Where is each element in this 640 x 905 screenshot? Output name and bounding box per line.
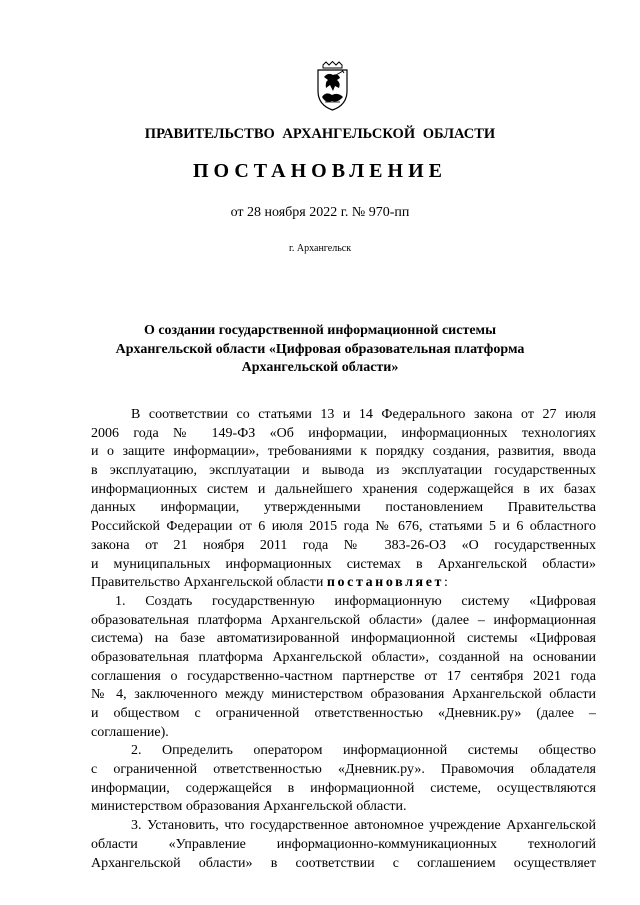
resolves-prefix: Правительство Архангельской области — [91, 575, 327, 591]
item3-line: области «Управление информационно-коммуникационных технологий — [91, 836, 596, 852]
body-line: данных информации, утвержденными постановлением Правительства — [91, 500, 596, 516]
document-body — [91, 406, 596, 873]
body-line: закона от 21 ноября 2011 года № 383-26-ОЗ «О государственных — [91, 537, 596, 553]
resolves-word: постановляет — [326, 575, 445, 591]
item1-line: соглашения о государственно-частном партнерстве от 17 сентября 2021 года — [91, 668, 596, 684]
heading-line: Архангельской области» — [241, 360, 399, 376]
coat-of-arms-icon — [316, 61, 349, 111]
resolves-line — [91, 574, 596, 593]
item1-line: образовательная платформа Архангельской области» (далее – информационная — [91, 612, 596, 628]
item2-line: министерством образования Архангельской области. — [91, 799, 407, 815]
item2-line: с ограниченной ответственностью «Дневник.ру». Правомочия обладателя — [91, 762, 596, 778]
body-line: и о защите информации», требованиями к порядку создания, развития, ввода — [91, 444, 596, 460]
item1-line: 1. Создать государственную информационную систему «Цифровая — [115, 593, 596, 609]
body-line: В соответствии со статьями 13 и 14 Федерального закона от 27 июля — [131, 407, 596, 422]
heading-line: О создании государственной информационной системы — [143, 323, 497, 338]
body-line: 2006 года № 149-ФЗ «Об информации, информационных технологиях — [91, 425, 596, 441]
heading-line: Архангельской области «Цифровая образовательная платформа — [115, 341, 525, 357]
item3-line: Архангельской области» в соответствии с соглашением осуществляет — [91, 855, 596, 871]
body-line: Российской Федерации от 6 июля 2015 года № 676, статьями 5 и 6 областного — [91, 519, 596, 535]
item2-line: информации, содержащейся в информационной системе, осуществляются — [91, 780, 596, 796]
document-heading — [0, 322, 640, 378]
item1-line: и обществом с ограниченной ответственностью «Дневник.ру» (далее – — [91, 706, 596, 721]
item2-line: 2. Определить оператором информационной системы общество — [131, 743, 596, 759]
body-line: в эксплуатацию, эксплуатации и вывода из эксплуатации государственных — [91, 463, 596, 479]
city-name: г. Архангельск — [288, 243, 352, 254]
item1-line: № 4, заключенного между министерством образования Архангельской области — [91, 687, 596, 703]
document-type: ПОСТАНОВЛЕНИЕ — [193, 160, 447, 182]
date-and-number: от 28 ноября 2022 г. № 970-пп — [230, 205, 410, 220]
item1-line: система) на базе автоматизированной информационной системы «Цифровая — [91, 631, 596, 647]
item3-line: 3. Установить, что государственное автономное учреждение Архангельской — [131, 818, 596, 834]
item1-line: образовательная платформа Архангельской области», созданной на основании — [91, 649, 596, 665]
body-line: и муниципальных информационных системах в Архангельской области» — [91, 556, 596, 572]
item1-line: соглашение). — [91, 724, 169, 740]
resolves-suffix: : — [444, 575, 448, 591]
government-name: ПРАВИТЕЛЬСТВО АРХАНГЕЛЬСКОЙ ОБЛАСТИ — [144, 126, 496, 142]
body-line: информационных систем и дальнейшего хранения содержащейся в их базах — [91, 481, 596, 497]
